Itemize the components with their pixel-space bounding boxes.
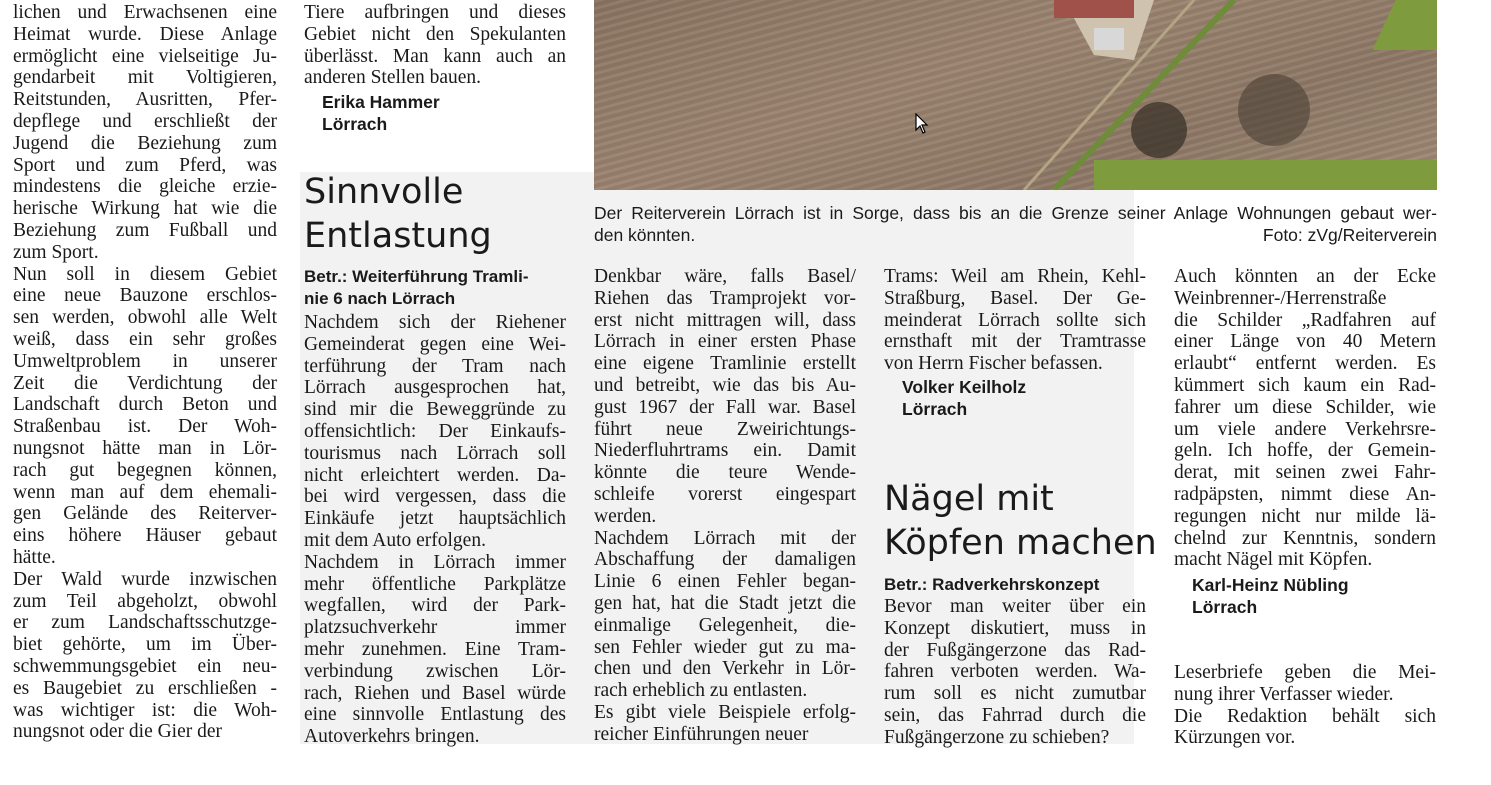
text-line: sein, das Fahrrad durch die (884, 704, 1146, 726)
text-line: erlaubt“ entfernt werden. Es (1174, 353, 1436, 375)
text-line: nungsnot oder die Gier der (13, 721, 223, 743)
text-line: weiß, dass ein sehr großes (13, 328, 277, 350)
text-line: Reitstunden, Ausritten, Pfer- (13, 89, 277, 111)
author-line: Karl-Heinz Nübling (1192, 575, 1349, 595)
text-line: Autoverkehrs bringen. (304, 726, 480, 748)
text-line: regungen nicht nur milde lä- (1174, 505, 1436, 527)
text-line: Kürzungen vor. (1174, 727, 1296, 749)
text-line: Einkäufe jetzt hauptsächlich (304, 508, 566, 530)
text-line: ermöglicht eine vielseitige Ju- (13, 45, 277, 67)
text-line: tourismus nach Lörrach soll (304, 442, 566, 464)
text-line: einmalige Gelegenheit, die- (594, 614, 856, 636)
text-line: überlässt. Man kann auch an (304, 45, 566, 67)
text-line: mit dem Auto erfolgen. (304, 529, 486, 551)
column-1 (13, 2, 277, 743)
author-line: Erika Hammer (322, 92, 440, 112)
text-line: um viele andere Verkehrsre- (1174, 418, 1436, 440)
text-line: Fußgängerzone zu schieben? (884, 726, 1110, 748)
text-line: schwemmungsgebiet ein neu- (13, 655, 277, 677)
letter2-col2-body (304, 312, 566, 748)
text-line: chelnd zur Kenntnis, sondern (1174, 527, 1436, 549)
caption-line: Der Reiterverein Lörrach ist in Sorge, dass bis an die Grenze seiner Anlage Wohnungen gebaut wer- (594, 203, 1437, 223)
text-line: Gebiet nicht den Spekulanten (304, 23, 566, 45)
headline-line: Sinnvolle (304, 172, 464, 212)
headline-line: Nägel mit (884, 479, 1054, 519)
text-line: rum soll es nicht zumutbar (884, 683, 1146, 705)
letter3-col5-body (1174, 266, 1436, 571)
text-line: Heimat wurde. Diese Anlage (13, 23, 277, 45)
text-line: kümmert sich kaum ein Rad- (1174, 374, 1436, 396)
letter3-author (1174, 574, 1436, 618)
text-line: Lörrach in einer ersten Phase (594, 331, 856, 353)
text-line: Lörrach ausgesprochen hat, (304, 377, 566, 399)
text-line: verbindung zwischen Lör- (304, 660, 566, 682)
text-line: Landschaft durch Beton und (13, 394, 277, 416)
letter2-col3-body (594, 266, 856, 746)
text-line: ernsthaft mit der Tramtrasse (884, 331, 1146, 353)
text-line: gendarbeit mit Voltigieren, (13, 67, 277, 89)
betr-line: Betr.: Radverkehrskonzept (884, 575, 1100, 594)
disclaimer (1174, 662, 1436, 749)
text-line: gen Gelände des Reiterver- (13, 503, 277, 525)
author-line: Lörrach (902, 399, 968, 419)
text-line: Riehen das Tramprojekt vor- (594, 287, 856, 309)
photo-scene (594, 0, 1437, 190)
text-line: lichen und Erwachsenen eine (13, 2, 277, 23)
letter2-col4-body (884, 266, 1146, 375)
text-line: die Schilder „Radfahren auf (1174, 309, 1436, 331)
text-line: eine eigene Tramlinie erstellt (594, 353, 856, 375)
letter3-col4-body (884, 596, 1146, 749)
text-line: reicher Einführungen neuer (594, 723, 809, 745)
text-line: sind mir die Beweggründe zu (304, 399, 566, 421)
author-line: Lörrach (322, 114, 388, 134)
text-line: könnte die teure Wende- (594, 462, 856, 484)
text-line: erst nicht mittragen will, dass (594, 309, 856, 331)
text-line: Die Redaktion behält sich (1174, 705, 1436, 727)
headline-line: Entlastung (304, 216, 492, 256)
text-line: Nachdem sich der Riehener (304, 312, 566, 333)
text-line: platzsuchverkehr immer (304, 617, 566, 639)
mouse-cursor-icon (915, 113, 929, 135)
text-line: Konzept diskutiert, muss in (884, 617, 1146, 639)
text-line: wenn man auf dem ehemali- (13, 481, 277, 503)
letter2-author (884, 376, 1146, 420)
text-line: sen werden, obwohl alle Welt (13, 307, 277, 329)
text-line: fahrer um diese Schilder, wie (1174, 396, 1436, 418)
photo-caption (594, 202, 1437, 246)
betr-line: Betr.: Weiterführung Tramli- (304, 267, 529, 286)
text-line: mehr zunehmen. Eine Tram- (304, 638, 566, 660)
text-line: mehr öffentliche Parkplätze (304, 573, 566, 595)
text-line: es Baugebiet zu erschließen - (13, 677, 277, 699)
text-line: herische Wirkung hat wie die (13, 198, 277, 220)
text-line: nungsnot hätte man in Lör- (13, 437, 277, 459)
text-line: gust 1967 der Fall war. Basel (594, 396, 856, 418)
text-line: macht Nägel mit Köpfen. (1174, 549, 1373, 571)
text-line: Leserbriefe geben die Mei- (1174, 662, 1436, 683)
column-2-top (304, 2, 566, 89)
text-line: Denkbar wäre, falls Basel/ (594, 266, 856, 287)
text-line: er zum Landschaftsschutzge- (13, 612, 277, 634)
text-line: biet gehörte, um im Über- (13, 634, 277, 656)
text-line: Bevor man weiter über ein (884, 596, 1146, 617)
text-line: hätte. (13, 546, 56, 568)
text-line: radpäpsten, nimmt diese An- (1174, 483, 1436, 505)
text-line: geln. Ich hoffe, der Gemein- (1174, 440, 1436, 462)
text-line: Trams: Weil am Rhein, Kehl- (884, 266, 1146, 287)
text-line: derat, mit seinen zwei Fahr- (1174, 462, 1436, 484)
text-line: einer Länge von 40 Metern (1174, 331, 1436, 353)
text-line: Linie 6 einen Fehler began- (594, 571, 856, 593)
text-line: meinderat Lörrach sollte sich (884, 309, 1146, 331)
photo-credit: Foto: zVg/Reiterverein (1262, 225, 1437, 245)
text-line: mindestens die gleiche erzie- (13, 176, 277, 198)
text-line: Der Wald wurde inzwischen (13, 568, 277, 590)
text-line: wegfallen, wird der Park- (304, 595, 566, 617)
text-line: eine neue Bauzone erschlos- (13, 285, 277, 307)
text-line: Auch könnten an der Ecke (1174, 266, 1436, 287)
text-line: nung ihrer Verfasser wieder. (1174, 683, 1394, 705)
text-line: Straßburg, Basel. Der Ge- (884, 287, 1146, 309)
text-line: fahren verboten werden. Wa- (884, 661, 1146, 683)
text-line: Nachdem in Lörrach immer (304, 551, 566, 573)
text-line: Abschaffung der damaligen (594, 549, 856, 571)
text-line: rach gut begegnen können, (13, 459, 277, 481)
text-line: chen und den Verkehr in Lör- (594, 658, 856, 680)
text-line: Weinbrenner-/Herrenstraße (1174, 287, 1387, 309)
text-line: eins höhere Häuser gebaut (13, 525, 277, 547)
headline-sinnvolle-entlastung (304, 170, 492, 258)
text-line: Umweltproblem in unserer (13, 350, 277, 372)
text-line: eine sinnvolle Entlastung des (304, 704, 566, 726)
text-line: Niederfluhrtrams ein. Damit (594, 440, 856, 462)
text-line: anderen Stellen bauen. (304, 67, 482, 89)
author-line: Volker Keilholz (902, 377, 1027, 397)
text-line: führt neue Zweirichtungs- (594, 418, 856, 440)
text-line: sen Fehler wieder gut zu ma- (594, 636, 856, 658)
text-line: terführung der Tram nach (304, 355, 566, 377)
letter3-betr (884, 574, 1146, 596)
text-line: nicht erleichtert werden. Da- (304, 464, 566, 486)
text-line: bei wird vergessen, dass die (304, 486, 566, 508)
betr-line: nie 6 nach Lörrach (304, 289, 456, 308)
text-line: Straßenbau ist. Der Woh- (13, 416, 277, 438)
text-line: werden. (594, 505, 657, 527)
text-line: und betreibt, wie das bis Au- (594, 374, 856, 396)
text-line: Sport und zum Pferd, was (13, 154, 277, 176)
text-line: Tiere aufbringen und dieses (304, 2, 566, 23)
text-line: schleife vorerst eingespart (594, 483, 856, 505)
text-line: rach erheblich zu entlasten. (594, 680, 808, 702)
text-line: Jugend die Beziehung zum (13, 132, 277, 154)
headline-naegel-mit-koepfen (884, 477, 1157, 565)
headline-line: Köpfen machen (884, 523, 1157, 563)
text-line: depflege und erschließt der (13, 110, 277, 132)
caption-line: den könnten. (594, 225, 696, 245)
text-line: was wichtiger ist: die Woh- (13, 699, 277, 721)
text-line: Nachdem Lörrach mit der (594, 527, 856, 549)
text-line: Nun soll in diesem Gebiet (13, 263, 277, 285)
letter2-betr (304, 266, 566, 310)
text-line: Gemeinderat gegen eine Wei- (304, 333, 566, 355)
letter1-author (304, 91, 566, 135)
text-line: offensichtlich: Der Einkaufs- (304, 420, 566, 442)
author-line: Lörrach (1192, 597, 1258, 617)
text-line: von Herrn Fischer befassen. (884, 353, 1103, 375)
text-line: zum Sport. (13, 241, 99, 263)
text-line: gen hat, hat die Stadt jetzt die (594, 592, 856, 614)
photo-riding-club (594, 0, 1437, 190)
text-line: Es gibt viele Beispiele erfolg- (594, 701, 856, 723)
text-line: Zeit die Verdichtung der (13, 372, 277, 394)
text-line: zum Teil abgeholzt, obwohl (13, 590, 277, 612)
text-line: der Fußgängerzone das Rad- (884, 639, 1146, 661)
text-line: Beziehung zum Fußball und (13, 219, 277, 241)
text-line: rach, Riehen und Basel würde (304, 682, 566, 704)
